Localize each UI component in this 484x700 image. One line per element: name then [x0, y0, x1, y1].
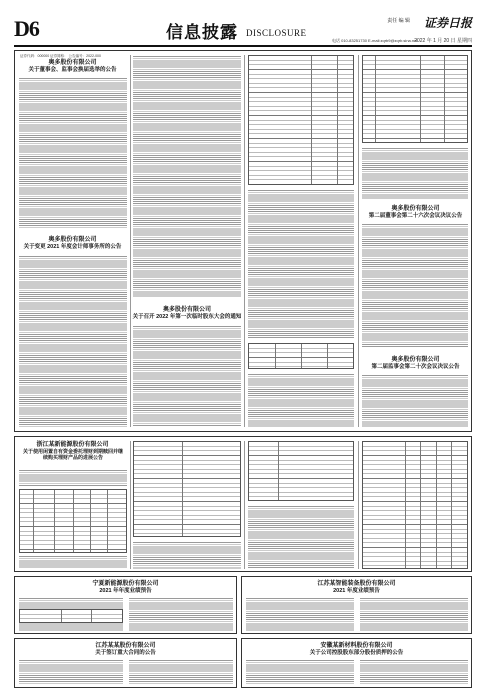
- data-table: [248, 343, 354, 369]
- announcement-body-text: [360, 659, 468, 685]
- announcement-body-text: [248, 505, 354, 569]
- announcement-body-text: [133, 325, 241, 427]
- section-title: 信息披露: [166, 23, 238, 43]
- masthead-rule: [14, 45, 472, 47]
- announcement-company: 江苏某智能装备股份有限公司: [317, 581, 396, 587]
- middle-announcement-panel: [14, 436, 472, 572]
- announcement-company: 安徽某新材料股份有限公司: [320, 643, 393, 649]
- announcement-code-line: 证券代码：000000 证券简称： 公告编号：2022-000: [20, 54, 101, 58]
- date-line: 2022 年 1 月 20 日 星期四: [414, 38, 472, 44]
- contact-line: 电话 010-83251730 E-mail:zqrb9@zqrb.sina.net: [332, 38, 418, 43]
- announcement-body-text: [133, 541, 241, 569]
- announcement-heading: 关于签订重大合同的公告: [95, 650, 156, 656]
- announcement-body-text: [129, 659, 233, 685]
- bottom-left-announcement: [14, 576, 237, 634]
- announcement-body-text: [362, 147, 468, 199]
- data-table: [248, 441, 354, 501]
- announcement-body-text: [360, 597, 468, 631]
- announcement-body-text: [248, 373, 354, 427]
- announcement-body-text: [19, 77, 127, 229]
- data-table: [362, 55, 468, 143]
- announcement-company: 奥多股份有限公司: [48, 60, 97, 66]
- announcement-heading: 关于召开 2022 年第一次临时股东大会的通知: [132, 314, 242, 320]
- announcement-body-text: [133, 55, 241, 297]
- bottom-right-announcement: [241, 638, 472, 688]
- announcement-body-text: [246, 597, 354, 631]
- announcement-company: 浙江某新能源股份有限公司: [36, 442, 109, 448]
- announcement-company: 奥多股份有限公司: [391, 206, 440, 212]
- bottom-right-announcement: [241, 576, 472, 634]
- announcement-company: 奥多股份有限公司: [162, 307, 211, 313]
- newspaper-logo: 证券日报: [423, 16, 472, 30]
- announcement-heading: 第二届监事会第二十次会议决议公告: [371, 364, 460, 370]
- announcement-heading: 关于公司控股股东部分股份质押的公告: [309, 650, 404, 656]
- column-divider: [130, 55, 131, 427]
- data-table: [248, 55, 354, 185]
- announcement-body-text: [362, 374, 468, 427]
- announcement-body-text: [248, 189, 354, 339]
- announcement-body-text: [19, 555, 127, 569]
- announcement-body-text: [19, 659, 123, 685]
- announcement-company: 宁夏新能源股份有限公司: [92, 581, 159, 587]
- announcement-heading: 2021 年年度业绩预告: [99, 588, 152, 594]
- top-announcements-panel: [14, 50, 472, 432]
- column-divider: [358, 441, 359, 569]
- data-table: [362, 441, 468, 569]
- column-divider: [358, 55, 359, 427]
- announcement-heading: 2021 年度业绩预告: [333, 588, 380, 594]
- announcement-body-text: [246, 659, 354, 685]
- page-number: D6: [14, 16, 39, 41]
- column-divider: [244, 441, 245, 569]
- column-divider: [130, 441, 131, 569]
- announcement-company: 奥多股份有限公司: [48, 237, 97, 243]
- section-title-en: DISCLOSURE: [246, 28, 307, 38]
- bottom-left-announcement: [14, 638, 237, 688]
- announcement-body-text: [362, 223, 468, 347]
- editor-line: 责任 编 辑: [387, 18, 410, 24]
- announcement-heading: 关于董事会、监事会换届选举的公告: [28, 67, 117, 73]
- announcement-company: 江苏某某股份有限公司: [95, 643, 156, 649]
- announcement-body-text: [19, 255, 127, 427]
- data-table: [19, 489, 127, 553]
- column-divider: [244, 55, 245, 427]
- announcement-heading: 关于使用闲置自有资金委托理财到期赎回并继续购买理财产品的进展公告: [22, 449, 123, 461]
- announcement-body-text: [129, 597, 233, 631]
- announcement-company: 奥多股份有限公司: [391, 357, 440, 363]
- announcement-body-text: [19, 469, 127, 487]
- data-table: [133, 441, 241, 537]
- data-table: [19, 609, 123, 623]
- announcement-heading: 关于变更 2021 年度会计师事务所的公告: [23, 244, 122, 250]
- masthead: [14, 14, 472, 44]
- announcement-heading: 第二届董事会第二十六次会议决议公告: [368, 213, 463, 219]
